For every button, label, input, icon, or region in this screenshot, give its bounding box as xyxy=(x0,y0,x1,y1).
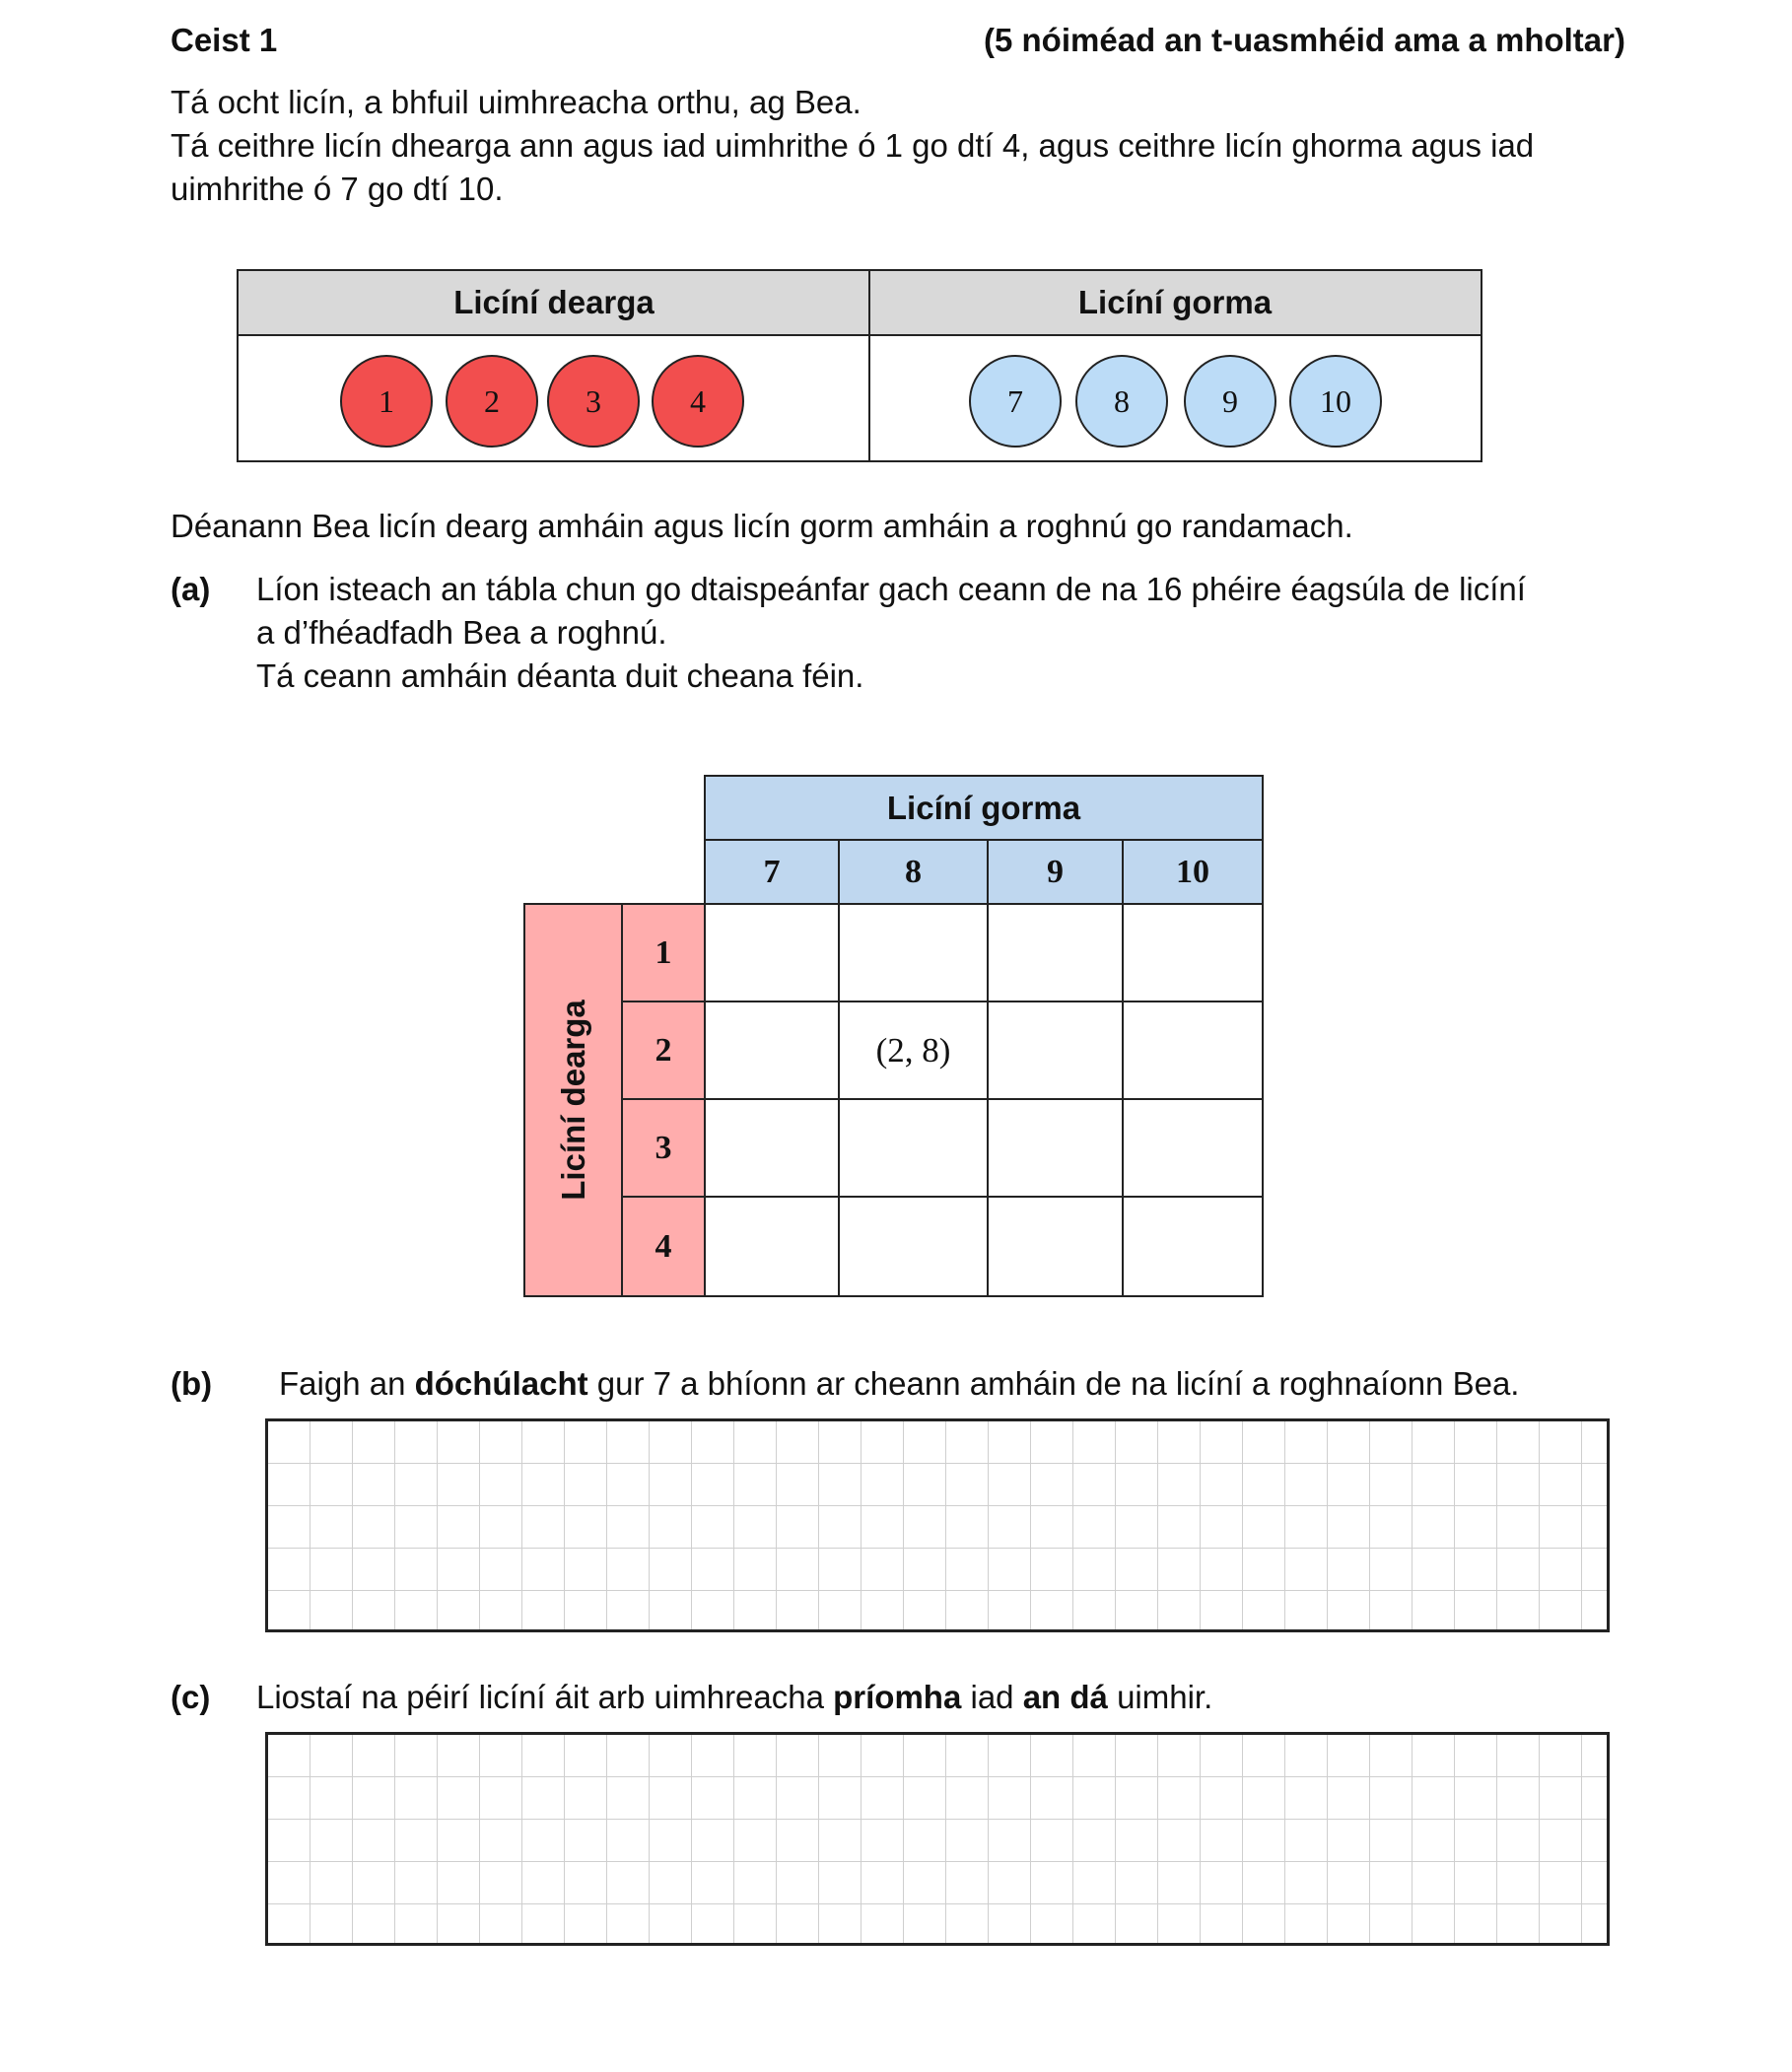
outcome-red-header-text: Licíní dearga xyxy=(554,1000,591,1201)
red-tile: 4 xyxy=(652,355,744,448)
outcome-cell[interactable] xyxy=(838,903,989,1002)
part-c-text-bold-2: an dá xyxy=(1022,1679,1108,1715)
tiles-divider xyxy=(868,271,870,460)
part-c-label: (c) xyxy=(171,1679,211,1715)
part-a-line-3: Tá ceann amháin déanta duit cheana féin. xyxy=(256,657,864,694)
question-label: Ceist 1 xyxy=(171,22,278,58)
outcome-cell[interactable] xyxy=(987,1098,1124,1198)
intro-line-1: Tá ocht licín, a bhfuil uimhreacha orthu, ag Bea. xyxy=(171,84,862,120)
part-b-answer-box[interactable] xyxy=(265,1418,1610,1632)
part-a-label: (a) xyxy=(171,571,211,607)
blue-tile: 7 xyxy=(969,355,1062,448)
part-c-text-bold-1: príomha xyxy=(833,1679,962,1715)
part-a-line-1: Líon isteach an tábla chun go dtaispeánfar gach ceann de na 16 phéire éagsúla de licíní xyxy=(256,571,1526,607)
part-c-text-start: Liostaí na péirí licíní áit arb uimhreacha xyxy=(256,1679,834,1715)
red-tile: 1 xyxy=(340,355,433,448)
part-b-text-start: Faigh an xyxy=(279,1365,415,1402)
red-tile: 3 xyxy=(547,355,640,448)
part-b-text-end: gur 7 a bhíonn ar cheann amháin de na licíní a roghnaíonn Bea. xyxy=(587,1365,1520,1402)
part-c-answer-box[interactable] xyxy=(265,1732,1610,1946)
outcome-cell[interactable] xyxy=(1122,1196,1264,1297)
outcome-cell[interactable] xyxy=(1122,903,1264,1002)
outcome-cell-filled[interactable]: (2, 8) xyxy=(838,1001,989,1100)
part-b-label: (b) xyxy=(171,1365,213,1402)
tiles-table xyxy=(237,269,1482,462)
outcome-cell[interactable] xyxy=(838,1098,989,1198)
blue-column-header: 8 xyxy=(838,839,989,905)
time-note: (5 nóiméad an t-uasmhéid ama a mholtar) xyxy=(984,22,1625,58)
outcome-cell[interactable] xyxy=(987,1196,1124,1297)
outcome-blue-header: Licíní gorma xyxy=(704,775,1264,841)
part-b-text xyxy=(279,1362,1519,1406)
red-row-header: 2 xyxy=(621,1001,706,1100)
part-c-text-mid: iad xyxy=(961,1679,1023,1715)
red-row-header: 3 xyxy=(621,1098,706,1198)
outcome-cell[interactable] xyxy=(987,1001,1124,1100)
red-tiles-header: Licíní dearga xyxy=(239,271,869,336)
blue-tile: 9 xyxy=(1184,355,1276,448)
red-row-header: 1 xyxy=(621,903,706,1002)
outcome-cell[interactable] xyxy=(704,1098,840,1198)
outcome-cell[interactable] xyxy=(704,1001,840,1100)
blue-column-header: 7 xyxy=(704,839,840,905)
red-tile: 2 xyxy=(446,355,538,448)
blue-column-header: 10 xyxy=(1122,839,1264,905)
outcome-cell[interactable] xyxy=(704,903,840,1002)
intro-line-3: uimhrithe ó 7 go dtí 10. xyxy=(171,171,504,207)
blue-tile: 10 xyxy=(1289,355,1382,448)
blue-column-header: 9 xyxy=(987,839,1124,905)
outcome-cell[interactable] xyxy=(1122,1098,1264,1198)
red-row-header: 4 xyxy=(621,1196,706,1297)
selection-text: Déanann Bea licín dearg amháin agus licín gorm amháin a roghnú go randamach. xyxy=(171,508,1353,544)
outcome-cell[interactable] xyxy=(987,903,1124,1002)
intro-line-2: Tá ceithre licín dhearga ann agus iad uimhrithe ó 1 go dtí 4, agus ceithre licín ghorma agus iad xyxy=(171,127,1535,164)
outcome-red-header xyxy=(523,903,623,1297)
outcome-cell[interactable] xyxy=(838,1196,989,1297)
outcome-cell[interactable] xyxy=(1122,1001,1264,1100)
outcome-cell[interactable] xyxy=(704,1196,840,1297)
part-c-text-end: uimhir. xyxy=(1107,1679,1213,1715)
blue-tiles-header: Licíní gorma xyxy=(869,271,1481,336)
part-a-line-2: a d’fhéadfadh Bea a roghnú. xyxy=(256,614,667,651)
blue-tile: 8 xyxy=(1075,355,1168,448)
part-b-text-bold: dóchúlacht xyxy=(414,1365,588,1402)
part-c-text xyxy=(256,1676,1212,1719)
